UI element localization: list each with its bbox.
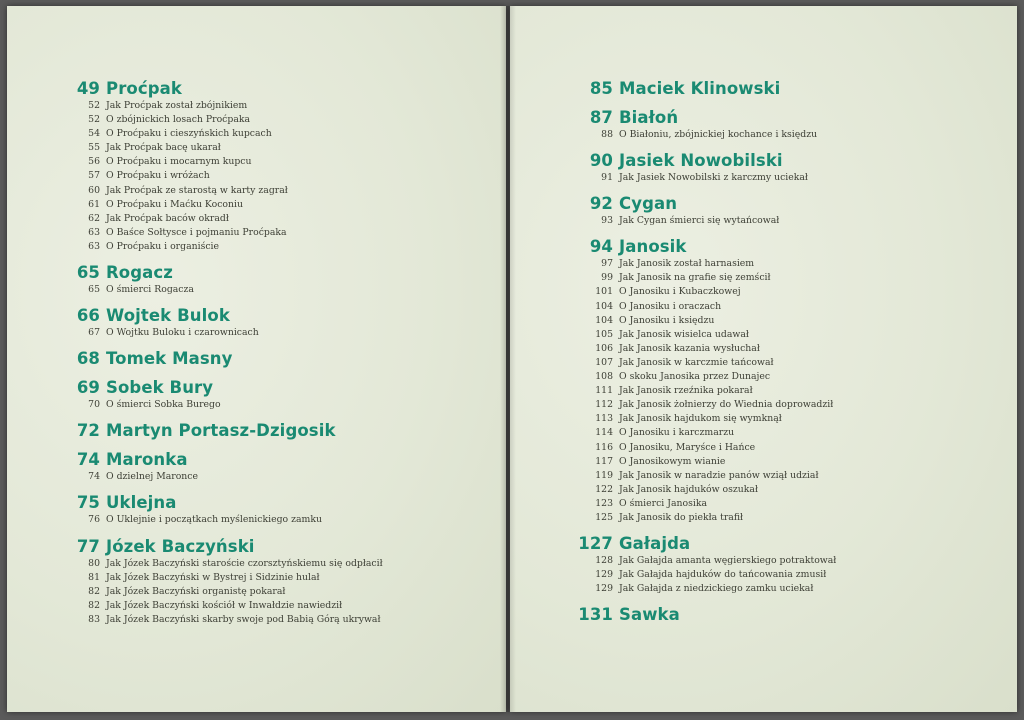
chapter-page-number: 77 <box>76 536 100 556</box>
chapter-title: Jasiek Nowobilski <box>619 151 783 171</box>
story-page-number: 52 <box>88 100 100 111</box>
chapter-heading <box>578 533 1008 554</box>
story-page-number: 61 <box>88 198 100 210</box>
story-list <box>65 326 495 340</box>
story-entry <box>65 141 495 155</box>
story-title: Jak Janosik został harnasiem <box>619 258 755 270</box>
story-entry <box>65 155 495 169</box>
toc-chapter <box>578 604 1008 625</box>
story-entry <box>578 370 1008 384</box>
story-entry <box>65 113 495 127</box>
chapter-title: Proćpak <box>106 79 182 98</box>
story-page-number: 129 <box>595 569 613 581</box>
story-page-number: 54 <box>88 128 100 140</box>
story-entry <box>578 568 1008 582</box>
story-entry <box>65 184 495 198</box>
chapter-page-number: 131 <box>578 605 613 625</box>
story-title: Jak Józek Baczyński organistę pokarał <box>106 585 286 597</box>
story-entry <box>65 169 495 183</box>
story-page-number: 74 <box>88 471 100 483</box>
story-entry <box>65 127 495 141</box>
story-page-number: 105 <box>595 328 613 340</box>
story-list <box>65 398 495 412</box>
story-title: Jak Proćpak został zbójnikiem <box>106 100 248 111</box>
toc-chapter <box>65 536 495 627</box>
story-entry <box>578 128 1008 142</box>
story-entry <box>578 497 1008 511</box>
story-page-number: 65 <box>88 284 100 296</box>
story-title: O Janosiku i księdzu <box>619 314 715 326</box>
story-page-number: 63 <box>88 226 100 238</box>
story-title: O Proćpaku i cieszyńskich kupcach <box>106 128 272 140</box>
story-entry <box>65 585 495 599</box>
story-title: O śmierci Rogacza <box>106 284 194 296</box>
story-title: Jak Gałajda amanta węgierskiego potraktował <box>619 555 837 567</box>
story-title: O Białoniu, zbójnickiej kochance i księdzu <box>619 129 818 140</box>
toc-chapter <box>578 236 1008 525</box>
story-title: Jak Janosik w naradzie panów wziął udział <box>619 469 819 481</box>
story-page-number: 107 <box>595 356 613 368</box>
story-page-number: 112 <box>595 399 613 411</box>
chapter-title: Wojtek Bulok <box>106 306 230 326</box>
chapter-heading <box>578 150 1008 171</box>
story-entry <box>65 557 495 571</box>
chapter-heading <box>65 536 495 557</box>
right-page <box>510 6 1017 712</box>
story-entry <box>578 356 1008 370</box>
story-page-number: 83 <box>88 613 100 625</box>
story-title: Jak Proćpak bacę ukarał <box>106 142 221 154</box>
story-title: Jak Jasiek Nowobilski z karczmy uciekał <box>619 172 808 184</box>
story-entry <box>578 271 1008 285</box>
story-page-number: 106 <box>595 342 613 354</box>
toc-right-column <box>578 78 1008 633</box>
story-page-number: 88 <box>601 129 613 140</box>
story-title: Jak Janosik hajduków oszukał <box>619 483 758 495</box>
story-title: Jak Janosik żołnierzy do Wiednia doprowadził <box>619 399 834 411</box>
chapter-title: Józek Baczyński <box>106 536 255 556</box>
toc-chapter <box>65 449 495 484</box>
story-title: O Janosiku i Kubaczkowej <box>619 286 741 298</box>
chapter-title: Janosik <box>619 237 687 257</box>
story-list <box>65 513 495 527</box>
chapter-title: Maciek Klinowski <box>619 79 781 98</box>
story-title: O śmierci Sobka Burego <box>106 399 221 411</box>
story-page-number: 70 <box>88 399 100 411</box>
story-list <box>578 214 1008 228</box>
chapter-page-number: 66 <box>76 306 100 326</box>
story-list <box>578 554 1008 596</box>
story-title: O Janosiku i karczmarzu <box>619 427 735 439</box>
story-page-number: 99 <box>601 272 613 284</box>
chapter-title: Tomek Masny <box>106 349 233 369</box>
chapter-heading <box>578 78 1008 99</box>
story-title: Jak Janosik na grafie się zemścił <box>619 272 771 284</box>
chapter-title: Sawka <box>619 605 680 625</box>
story-entry <box>578 455 1008 469</box>
story-entry <box>578 314 1008 328</box>
chapter-page-number: 90 <box>589 151 613 171</box>
story-page-number: 93 <box>601 215 613 227</box>
story-title: O śmierci Janosika <box>619 497 707 509</box>
story-page-number: 101 <box>595 286 613 298</box>
chapter-heading <box>578 604 1008 625</box>
toc-chapter <box>65 492 495 527</box>
story-page-number: 91 <box>601 172 613 184</box>
chapter-heading <box>578 107 1008 128</box>
story-page-number: 67 <box>88 327 100 339</box>
story-entry <box>65 599 495 613</box>
story-entry <box>65 226 495 240</box>
chapter-heading <box>578 193 1008 214</box>
toc-chapter <box>65 377 495 412</box>
story-entry <box>578 328 1008 342</box>
chapter-heading <box>578 236 1008 257</box>
story-page-number: 128 <box>595 555 613 567</box>
story-title: O Proćpaku i wróżach <box>106 170 210 182</box>
toc-chapter <box>65 348 495 369</box>
chapter-page-number: 69 <box>76 378 100 398</box>
story-entry <box>578 171 1008 185</box>
toc-chapter <box>65 420 495 441</box>
story-entry <box>578 469 1008 483</box>
story-page-number: 52 <box>88 114 100 126</box>
toc-chapter <box>65 262 495 297</box>
toc-chapter <box>65 78 495 254</box>
story-entry <box>578 412 1008 426</box>
story-list <box>578 128 1008 142</box>
story-page-number: 125 <box>595 511 613 523</box>
story-entry <box>578 342 1008 356</box>
story-title: Jak Janosik wisielca udawał <box>619 328 749 340</box>
chapter-page-number: 127 <box>578 534 613 554</box>
chapter-page-number: 74 <box>76 450 100 470</box>
story-title: O Proćpaku i organiście <box>106 240 220 252</box>
story-page-number: 81 <box>88 571 100 583</box>
story-page-number: 122 <box>595 483 613 495</box>
story-page-number: 60 <box>88 184 100 196</box>
story-entry <box>578 398 1008 412</box>
story-title: O Janosikowym wianie <box>619 455 726 467</box>
story-title: O Janosiku i oraczach <box>619 300 722 312</box>
story-entry <box>65 240 495 254</box>
story-title: Jak Józek Baczyński kościół w Inwałdzie nawiedził <box>106 599 343 611</box>
story-list <box>65 283 495 297</box>
story-page-number: 123 <box>595 497 613 509</box>
story-entry <box>65 470 495 484</box>
story-entry <box>578 441 1008 455</box>
story-title: Jak Cygan śmierci się wytańcował <box>619 215 780 227</box>
story-entry <box>65 571 495 585</box>
toc-chapter <box>578 150 1008 185</box>
story-page-number: 111 <box>595 385 613 397</box>
chapter-page-number: 65 <box>76 263 100 283</box>
story-title: O skoku Janosika przez Dunajec <box>619 371 771 383</box>
chapter-heading <box>65 78 495 99</box>
story-entry <box>65 99 495 113</box>
chapter-page-number: 75 <box>76 493 100 513</box>
story-title: O dzielnej Maronce <box>106 471 199 483</box>
toc-chapter <box>578 107 1008 142</box>
story-page-number: 56 <box>88 156 100 168</box>
left-page <box>7 6 506 712</box>
story-title: O zbójnickich losach Proćpaka <box>106 114 251 126</box>
story-title: O Proćpaku i Maćku Koconiu <box>106 198 243 210</box>
story-title: Jak Janosik kazania wysłuchał <box>619 342 760 354</box>
story-entry <box>578 214 1008 228</box>
story-entry <box>578 426 1008 440</box>
chapter-page-number: 68 <box>76 349 100 369</box>
story-title: O Janosiku, Maryśce i Hańce <box>619 441 756 453</box>
story-entry <box>65 398 495 412</box>
chapter-heading <box>65 305 495 326</box>
toc-chapter <box>578 533 1008 596</box>
chapter-heading <box>65 377 495 398</box>
chapter-title: Uklejna <box>106 493 177 513</box>
toc-chapter <box>65 305 495 340</box>
chapter-heading <box>65 492 495 513</box>
story-list <box>578 257 1008 525</box>
chapter-title: Rogacz <box>106 263 173 283</box>
chapter-page-number: 72 <box>76 421 100 441</box>
story-page-number: 129 <box>595 583 613 595</box>
story-page-number: 119 <box>595 469 613 481</box>
book-gutter <box>500 6 516 712</box>
story-page-number: 113 <box>595 413 613 425</box>
story-title: Jak Gałajda z niedzickiego zamku uciekał <box>619 583 814 595</box>
toc-chapter <box>578 78 1008 99</box>
story-page-number: 116 <box>595 441 613 453</box>
story-entry <box>578 483 1008 497</box>
chapter-page-number: 49 <box>76 79 100 98</box>
story-list <box>65 557 495 627</box>
story-entry <box>578 384 1008 398</box>
story-entry <box>65 283 495 297</box>
chapter-title: Cygan <box>619 194 678 214</box>
story-title: Jak Janosik do piekła trafił <box>619 511 744 523</box>
story-entry <box>65 513 495 527</box>
chapter-title: Maronka <box>106 450 188 470</box>
toc-chapter <box>578 193 1008 228</box>
story-title: Jak Proćpak baców okradł <box>106 212 229 224</box>
chapter-page-number: 87 <box>589 108 613 127</box>
story-title: Jak Janosik w karczmie tańcował <box>619 356 774 368</box>
chapter-title: Martyn Portasz-Dzigosik <box>106 421 336 441</box>
chapter-heading <box>65 420 495 441</box>
chapter-title: Sobek Bury <box>106 378 214 398</box>
story-title: O Wojtku Buloku i czarownicach <box>106 327 259 339</box>
story-title: O Baśce Sołtysce i pojmaniu Proćpaka <box>106 226 287 238</box>
story-entry <box>578 285 1008 299</box>
story-page-number: 80 <box>88 557 100 569</box>
story-list <box>65 470 495 484</box>
story-entry <box>578 582 1008 596</box>
story-title: Jak Gałajda hajduków do tańcowania zmusił <box>619 569 827 581</box>
story-page-number: 63 <box>88 240 100 252</box>
story-page-number: 82 <box>88 585 100 597</box>
chapter-heading <box>65 449 495 470</box>
story-page-number: 108 <box>595 371 613 383</box>
chapter-title: Gałajda <box>619 534 691 554</box>
story-page-number: 114 <box>595 427 613 439</box>
story-title: Jak Józek Baczyński staroście czorsztyńskiemu się odpłacił <box>106 557 383 569</box>
story-page-number: 104 <box>595 314 613 326</box>
story-page-number: 57 <box>88 170 100 182</box>
story-entry <box>578 511 1008 525</box>
story-list <box>578 171 1008 185</box>
story-entry <box>578 257 1008 271</box>
story-list <box>65 99 495 254</box>
story-title: Jak Józek Baczyński w Bystrej i Sidzinie hulał <box>106 571 320 583</box>
story-title: Jak Janosik rzeźnika pokarał <box>619 385 753 397</box>
chapter-page-number: 85 <box>589 79 613 98</box>
story-entry <box>65 326 495 340</box>
story-page-number: 76 <box>88 514 100 526</box>
chapter-page-number: 92 <box>589 194 613 214</box>
story-title: O Uklejnie i początkach myślenickiego zamku <box>106 514 322 526</box>
story-page-number: 104 <box>595 300 613 312</box>
story-entry <box>65 198 495 212</box>
chapter-page-number: 94 <box>589 237 613 257</box>
story-entry <box>578 554 1008 568</box>
chapter-title: Białoń <box>619 108 679 127</box>
chapter-heading <box>65 348 495 369</box>
story-title: O Proćpaku i mocarnym kupcu <box>106 156 252 168</box>
story-title: Jak Janosik hajdukom się wymknął <box>619 413 782 425</box>
story-page-number: 62 <box>88 212 100 224</box>
story-title: Jak Józek Baczyński skarby swoje pod Babią Górą ukrywał <box>106 613 381 625</box>
story-entry <box>65 613 495 627</box>
story-page-number: 82 <box>88 599 100 611</box>
chapter-heading <box>65 262 495 283</box>
story-title: Jak Proćpak ze starostą w karty zagrał <box>106 184 288 196</box>
story-page-number: 97 <box>601 258 613 270</box>
story-page-number: 117 <box>595 455 613 467</box>
story-entry <box>578 300 1008 314</box>
story-entry <box>65 212 495 226</box>
toc-left-column <box>65 78 495 635</box>
story-page-number: 55 <box>88 142 100 154</box>
